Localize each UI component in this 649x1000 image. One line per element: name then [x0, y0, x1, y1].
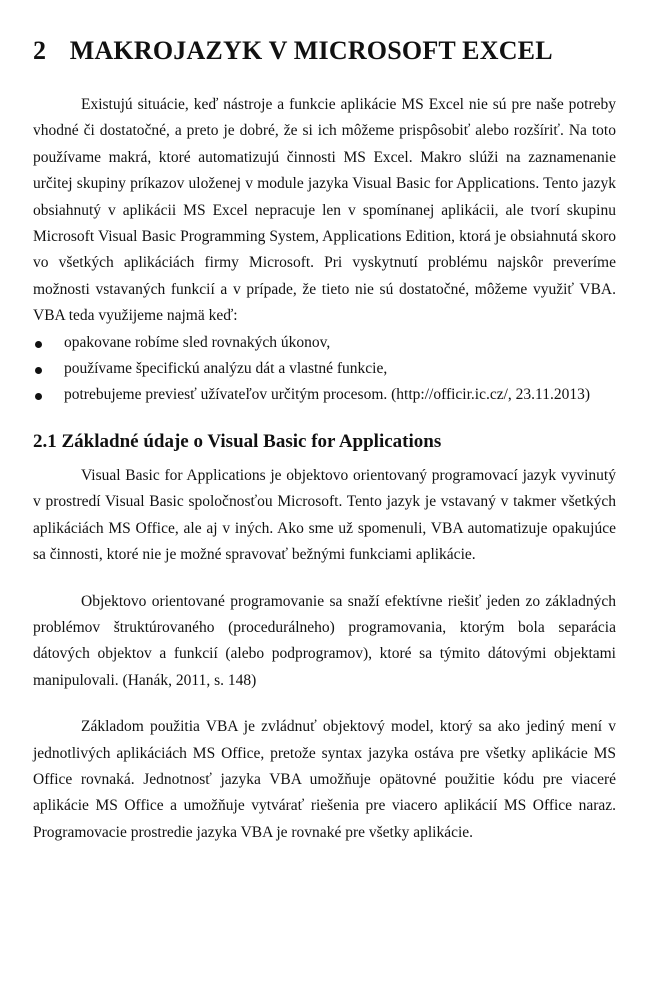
list-item-text: opakovane robíme sled rovnakých úkonov, — [64, 333, 331, 351]
list-item — [33, 330, 616, 356]
bullet-icon — [35, 393, 42, 400]
list-item-text: používame špecifickú analýzu dát a vlastné funkcie, — [64, 360, 388, 378]
list-item-text: potrebujeme previesť užívateľov určitým procesom. (http://officir.ic.cz/, 23.11.2013) — [64, 386, 590, 404]
bullet-icon — [35, 341, 42, 348]
section-paragraph-3: Základom použitia VBA je zvládnuť objektový model, ktorý sa ako jediný mení v jednotlivých aplikáciách MS Office, pretože syntax jazyka ostáva pre všetky aplikácie MS Office rovnaká. Jednotnosť jazyka VBA umožňuje opätovné použitie kódu pre viaceré aplikácie MS Office a umožňuje vytvárať riešenia pre viacero aplikácií MS Office naraz. Programovacie prostredie jazyka VBA je rovnaké pre všetky aplikácie. — [33, 718, 616, 841]
chapter-number: 2 — [33, 36, 47, 65]
list-item — [33, 356, 616, 382]
section-paragraph-2: Objektovo orientované programovanie sa snaží efektívne riešiť jeden zo základných problémov štruktúrovaného (procedurálneho) programovania, ktorým bola separácia dátových objektov a funkcií (alebo podprogramov), ktoré sa týmito dátovými objektami manipulovali. (Hanák, 2011, s. 148) — [33, 592, 616, 689]
section-heading: 2.1 Základné údaje o Visual Basic for Applications — [33, 430, 442, 452]
section-paragraph-1: Visual Basic for Applications je objektovo orientovaný programovací jazyk vyvinutý v prostredí Visual Basic spoločnosťou Microsoft. Tento jazyk je vstavaný v takmer všetkých aplikáciách MS Office, ale aj v iných. Ako sme už spomenuli, VBA automatizuje opakujúce sa činnosti, ktoré nie je možné spravovať bežnými funkciami aplikácie. — [33, 466, 616, 564]
list-item — [33, 382, 616, 408]
bullet-icon — [35, 367, 42, 374]
bullet-list — [33, 330, 616, 409]
chapter-heading — [33, 36, 616, 66]
intro-paragraph: Existujú situácie, keď nástroje a funkcie aplikácie MS Excel nie sú pre naše potreby vhodné či dostatočné, a preto je dobré, že si ich môžeme prispôsobiť alebo rozšíriť. Na toto používame makrá, ktoré automatizujú činnosti MS Excel. Makro slúži na zaznamenanie určitej skupiny príkazov uloženej v module jazyka Visual Basic for Applications. Tento jazyk obsiahnutý v aplikácii MS Excel nepracuje len v spomínanej aplikácii, ale tvorí skupinu Microsoft Visual Basic Programming System, Applications Edition, ktorá je obsiahnutá skoro vo všetkých aplikáciách firmy Microsoft. Pri vyskytnutí problému najskôr preveríme možnosti vstavaných funkcií a v prípade, že tieto nie sú dostatočné, môžeme využiť VBA. VBA teda využijeme najmä keď: — [33, 96, 616, 325]
chapter-title: MAKROJAZYK V MICROSOFT EXCEL — [69, 36, 553, 65]
